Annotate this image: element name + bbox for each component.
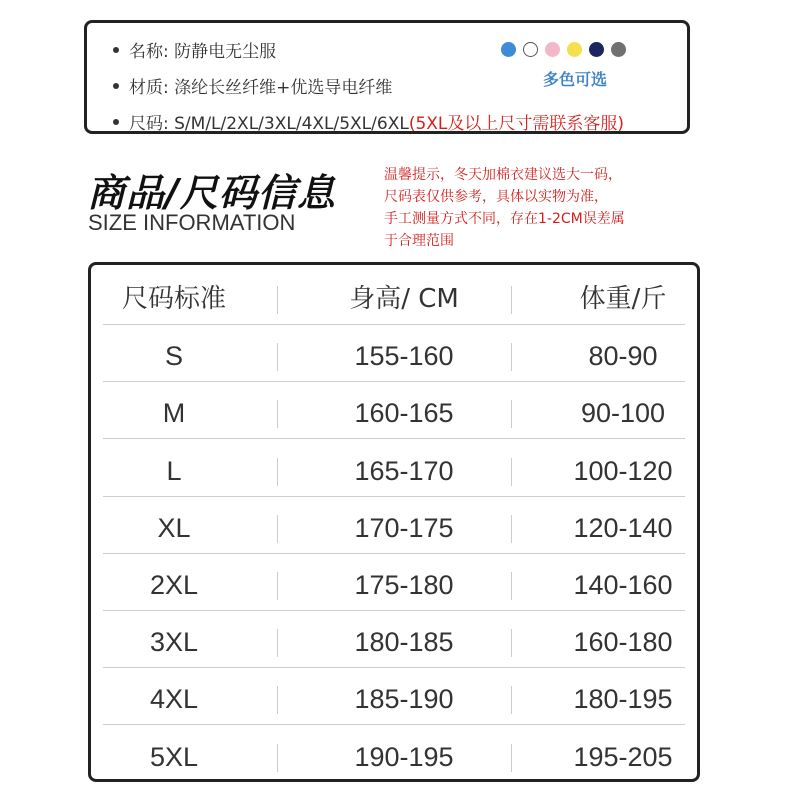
- section-subtitle: SIZE INFORMATION: [88, 210, 296, 235]
- size-cell: M: [162, 398, 186, 429]
- table-row: [91, 382, 697, 439]
- size-cell: 3XL: [149, 627, 199, 658]
- color-swatch: [611, 42, 626, 57]
- column-divider: [511, 343, 512, 371]
- column-divider: [511, 572, 512, 600]
- color-swatch: [545, 42, 560, 57]
- height-cell: 190-195: [354, 741, 454, 772]
- column-divider: [277, 515, 278, 543]
- column-divider: [277, 458, 278, 486]
- bullet-icon: [113, 83, 119, 89]
- product-material-line: [113, 73, 392, 98]
- height-cell: 185-190: [354, 684, 454, 715]
- weight-cell: 90-100: [580, 398, 666, 429]
- weight-cell: 140-160: [573, 570, 673, 600]
- weight-cell: 80-90: [588, 341, 658, 372]
- bullet-icon: [113, 119, 119, 125]
- table-row: [91, 554, 697, 611]
- section-title: 商品/尺码信息: [87, 171, 336, 215]
- column-divider: [277, 686, 278, 714]
- height-cell: 165-170: [354, 455, 454, 486]
- color-swatch: [501, 42, 516, 57]
- header-size: 尺码标准: [121, 284, 226, 314]
- multi-color-label: 多色可选: [543, 70, 608, 89]
- column-divider: [277, 286, 278, 314]
- product-name-line: [113, 37, 276, 62]
- sizing-tip: [384, 164, 694, 252]
- column-divider: [511, 686, 512, 714]
- column-divider: [277, 629, 278, 657]
- size-table: [88, 262, 700, 782]
- color-swatch: [567, 42, 582, 57]
- tip-line: 手工测量方式不同，存在1-2CM误差属: [384, 211, 625, 227]
- table-row: [91, 668, 697, 725]
- table-row: [91, 497, 697, 554]
- weight-cell: 120-140: [573, 512, 673, 543]
- product-info-box: [84, 20, 690, 134]
- height-cell: 175-180: [354, 570, 454, 600]
- table-row: [91, 325, 697, 382]
- column-divider: [511, 515, 512, 543]
- column-divider: [511, 744, 512, 772]
- header-weight: 体重/斤: [579, 284, 667, 314]
- height-cell: 180-185: [354, 627, 454, 658]
- tip-line: 尺码表仅供参考，具体以实物为准，: [384, 189, 608, 205]
- column-divider: [277, 744, 278, 772]
- product-material-text: 材质: 涤纶长丝纤维+优选导电纤维: [129, 78, 393, 98]
- height-cell: 160-165: [354, 398, 454, 429]
- weight-cell: 160-180: [573, 627, 673, 658]
- weight-cell: 100-120: [573, 455, 673, 486]
- column-divider: [511, 458, 512, 486]
- size-cell: 4XL: [149, 684, 199, 715]
- size-cell: 2XL: [149, 570, 199, 600]
- size-cell: 5XL: [149, 741, 199, 772]
- product-size-text: 尺码: S/M/L/2XL/3XL/4XL/5XL/6XL: [129, 114, 409, 134]
- product-name-text: 名称: 防静电无尘服: [129, 42, 277, 62]
- column-divider: [277, 572, 278, 600]
- tip-line: 于合理范围: [384, 233, 454, 249]
- height-cell: 170-175: [354, 512, 454, 543]
- color-swatch: [523, 42, 538, 57]
- column-divider: [511, 400, 512, 428]
- tip-line: 温馨提示，冬天加棉衣建议选大一码，: [384, 167, 622, 183]
- table-row: [91, 726, 697, 783]
- height-cell: 155-160: [354, 341, 454, 372]
- bullet-icon: [113, 47, 119, 53]
- product-size-line: [113, 109, 624, 134]
- table-row: [91, 611, 697, 668]
- size-cell: XL: [157, 512, 191, 543]
- column-divider: [277, 400, 278, 428]
- column-divider: [511, 629, 512, 657]
- size-cell: L: [166, 455, 182, 486]
- table-header-row: [91, 268, 697, 325]
- weight-cell: 195-205: [573, 741, 673, 772]
- weight-cell: 180-195: [573, 684, 673, 715]
- size-cell: S: [164, 341, 183, 372]
- header-height: 身高/ CM: [349, 284, 459, 314]
- color-swatch: [589, 42, 604, 57]
- product-size-note: (5XL及以上尺寸需联系客服): [408, 114, 625, 134]
- column-divider: [511, 286, 512, 314]
- table-row: [91, 440, 697, 497]
- column-divider: [277, 343, 278, 371]
